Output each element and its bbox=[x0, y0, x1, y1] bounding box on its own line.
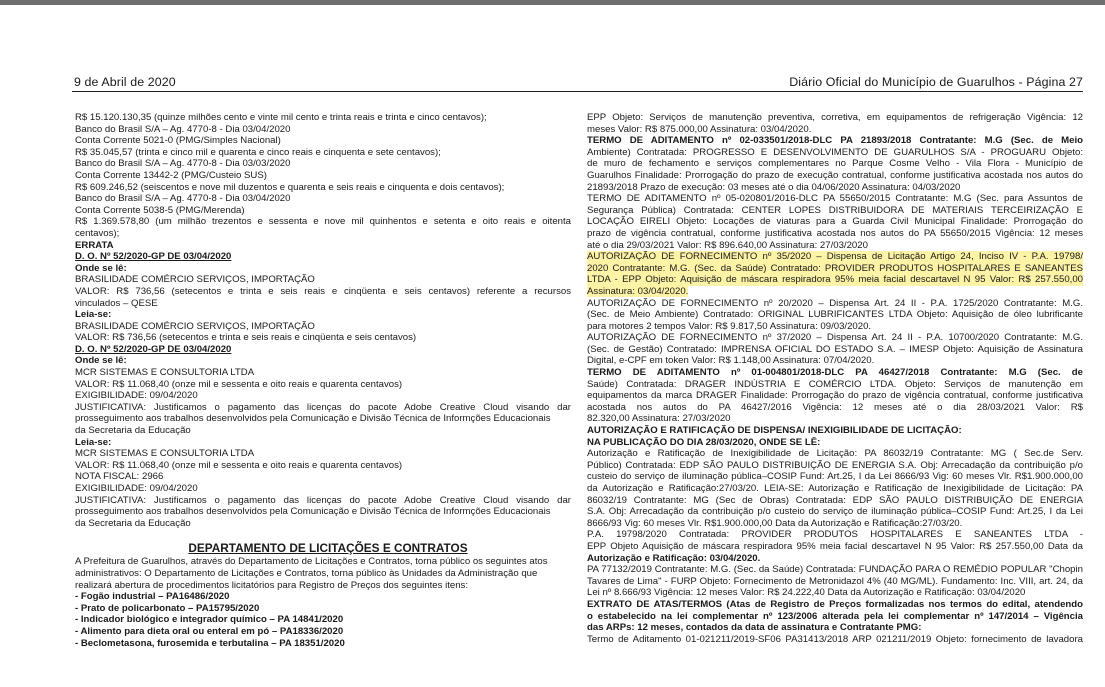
highlighted-line: LTDA - EPP Objeto: Aquisição de máscara respiradora 95% meia facial descartavel N 95 Valor: R$ 257.550,00 bbox=[587, 274, 1083, 286]
text-line: R$ 15.120.130,35 (quinze milhões cento e vinte mil cento e trinta reais e trinta e cinco centavos); bbox=[75, 112, 487, 123]
text-line: prosseguimento aos trabalhos desenvolvidos pela Comunicação e Divisão Técnica de Informções Educacionais bbox=[75, 413, 551, 425]
list-item: - Fogão industrial – PA16486/2020 bbox=[75, 591, 230, 603]
text-line: equipamentos da marca DRAGER Finalidade: Prorrogação do prazo de vigência contratual, conforme justificativa bbox=[587, 390, 1083, 402]
text-line: de muro de fechamento e serviços complementares no Parque Cosme Velho - Vila Flora - Município de bbox=[587, 158, 1083, 170]
text-line: Autorização e Ratificação: 03/04/2020. bbox=[587, 552, 761, 564]
text-line: LOCAÇÃO EIRELI Objeto: Locações de viaturas para a Guarda Civil Municipal Finalidade: Prorrogação do bbox=[587, 216, 1083, 228]
text-line: A Prefeitura de Guarulhos, através do Departamento de Licitações e Contratos, torna público os seguintes atos bbox=[75, 556, 548, 568]
text-line: VALOR: R$ 736,56 (setecentos e trinta e seis reais e cinqüenta e seis centavos) bbox=[75, 332, 417, 344]
text-line: (Sec. de Meio Ambiente) Contratado: ORIGINAL LUBRIFICANTES LTDA Objeto: Aquisição de óleo lubrificante bbox=[587, 309, 1083, 321]
list-item: - Indicador biológico e integrador químico – PA 14841/2020 bbox=[75, 614, 344, 626]
text-line: Tavares de Lima" - FURP Objeto: Fornecimento de Metronidazol 4% (40 MG/ML). Fundamento: Inc. VIII, art. 24, da bbox=[587, 575, 1083, 587]
left-column bbox=[75, 112, 571, 649]
section-heading: o estabelecido na lei complementar nº 123/2006 alterada pela lei complementar nº 147/2014 – Vigência bbox=[587, 610, 1083, 622]
text-line: R$ 1.369.578,80 (um milhão trezentos e sessenta e nove mil quinhentos e setenta e oito reais e oitenta bbox=[75, 216, 571, 228]
text-line: 21893/2018 Prazo de execução: 03 meses até o dia 04/06/2020 Assinatura: 04/03/2020 bbox=[587, 181, 961, 193]
text-line: EPP Objeto: Serviços de manutenção preventiva, corretiva, em equipamentos de refrigeração Vigência: 12 bbox=[587, 112, 1083, 123]
text-line: Digital, e-CPF em token Valor: R$ 1.148,00 Assinatura: 07/04/2020. bbox=[587, 355, 875, 367]
text-line: Conta Corrente 5021-0 (PMG/Simples Nacional) bbox=[75, 135, 281, 147]
text-line: BRASILIDADE COMÉRCIO SERVIÇOS, IMPORTAÇÃO bbox=[75, 320, 315, 332]
section-heading: das ARPs: 12 meses, contados da data de assinatura e Contratante PMG: bbox=[587, 622, 922, 634]
text-line: Lei nº 8.666/93 Vigência: 12 meses Valor: R$ 24.222,40 Data da Autorização e Ratificação: 03/04/2020 bbox=[587, 587, 1026, 599]
text-line: (Sec. de Gestão) Contratado: IMPRENSA OFICIAL DO ESTADO S.A. – IMESP Objeto: Aquisição de Assinatura bbox=[587, 343, 1083, 355]
text-line: Ambiente) Contratada: PROGRESSO E DESENVOLVIMENTO DE GUARULHOS S/A - PROGUARU Objeto: bbox=[587, 146, 1083, 158]
text-line: TERMO DE ADITAMENTO nº 05-020801/2016-DLC PA 55650/2015 Contratante: M.G (Sec. para Assuntos de bbox=[587, 193, 1083, 205]
text-line: BRASILIDADE COMÉRCIO SERVIÇOS, IMPORTAÇÃO bbox=[75, 274, 315, 286]
text-line: NOTA FISCAL: 2966 bbox=[75, 471, 164, 483]
text-line: AUTORIZAÇÃO DE FORNECIMENTO nº 20/2020 – Dispensa Art. 24 II - P.A. 1725/2020 Contratante: M.G. bbox=[587, 297, 1083, 309]
text-line: JUSTIFICATIVA: Justificamos o pagamento das licenças do pacote Adobe Creative Cloud visando dar bbox=[75, 494, 571, 506]
text-line: Guarulhos Finalidade: Prorrogação do prazo de execução contratual, conforme justificativa acostada nos autos do bbox=[587, 169, 1083, 181]
errata-heading: ERRATA bbox=[75, 239, 114, 251]
list-item: - Beclometasona, furosemida e terbutalina – PA 18351/2020 bbox=[75, 637, 345, 649]
text-line: da Secretaria da Educação bbox=[75, 425, 191, 437]
section-heading: EXTRATO DE ATAS/TERMOS (Atas de Registro de Preços formalizadas nos termos do edital, atendendo bbox=[587, 598, 1083, 610]
text-line: da Secretaria da Educação bbox=[75, 517, 191, 529]
text-line: JUSTIFICATIVA: Justificamos o pagamento das licenças do pacote Adobe Creative Cloud visando dar bbox=[75, 401, 571, 413]
text-line: S.A. Obj: Arrecadação da contribuição p/o custeio do serviço de iluminação pública–COSIP Fund: Art.25, I da Lei bbox=[587, 506, 1083, 518]
text-line: R$ 35.045,57 (trinta e cinco mil e quarenta e cinco reais e cinquenta e sete centavos); bbox=[75, 146, 441, 158]
text-line: 82.320,00 Assinatura: 27/03/2020 bbox=[587, 413, 731, 425]
text-line: EPP Objeto Aquisição de máscara respiradora 95% meia facial descartavel N 95 Valor: R$ 257.550,00 Data da bbox=[587, 540, 1083, 552]
text-line: centavos); bbox=[75, 227, 120, 239]
label-leia-se: Leia-se: bbox=[75, 436, 112, 448]
label-onde-se-le: Onde se lê: bbox=[75, 355, 127, 367]
text-line: Segurança Pública) Contratada: CENTER LOPES DISTRIBUIDORA DE MATERIAIS TERCEIRIZAÇÃO E bbox=[587, 204, 1083, 216]
text-line: até o dia 29/03/2021 Valor: R$ 896.640,00 Assinatura: 27/03/2020 bbox=[587, 239, 868, 251]
text-line: PA 77132/2019 Contratante: M.G. (Sec. da Saúde) Contratada: FUNDAÇÃO PARA O REMÉDIO POPULAR "Chopin bbox=[587, 564, 1083, 576]
highlighted-line: Assinatura: 03/04/2020. bbox=[587, 285, 689, 297]
header-rule bbox=[72, 91, 1083, 92]
text-line: EXIGIBILIDADE: 09/04/2020 bbox=[75, 483, 198, 494]
section-reference: D. O. Nº 52/2020-GP DE 03/04/2020 bbox=[75, 343, 232, 355]
text-line: Banco do Brasil S/A – Ag. 4770-8 - Dia 03/04/2020 bbox=[75, 193, 291, 205]
text-line: Termo de Aditamento 01-021211/2019-SF06 PA31413/2018 ARP 021211/2019 Objeto: fornecimento de lavadora bbox=[587, 633, 1083, 645]
text-line: da Autorização e Ratificação:27/03/20. LEIA-SE: Autorização e Ratificação de Inexigibilidade de Licitação: PA bbox=[587, 483, 1083, 494]
text-line: VALOR: R$ 11.068,40 (onze mil e sessenta e oito reais e quarenta centavos) bbox=[75, 378, 403, 390]
list-item: - Alimento para dieta oral ou enteral em pó – PA18336/2020 bbox=[75, 625, 344, 637]
text-line: R$ 609.246,52 (seiscentos e nove mil duzentos e quarenta e seis reais e cinquenta e dois centavos); bbox=[75, 181, 505, 193]
highlighted-line: 2020 Contratante: M.G. (Sec. da Saúde) Contratado: PROVIDER PRODUTOS HOSPITALARES E SANEANTES bbox=[587, 262, 1083, 274]
section-heading: NA PUBLICAÇÃO DO DIA 28/03/2020, ONDE SE LÊ: bbox=[587, 436, 821, 448]
text-line: Conta Corrente 13442-2 (PMG/Custeio SUS) bbox=[75, 169, 267, 181]
right-column bbox=[587, 112, 1083, 645]
department-heading: DEPARTAMENTO DE LICITAÇÕES E CONTRATOS bbox=[188, 541, 468, 556]
text-line: P.A. 19798/2020 Contratada: PROVIDER PRODUTOS HOSPITALARES E SANEANTES LTDA - bbox=[587, 529, 1083, 541]
text-line: 8666/93 Vig: 60 meses Vlr. R$1.900.000,00 Data da Autorização e Ratificação:27/03/20. bbox=[587, 517, 963, 529]
text-line: TERMO DE ADITAMENTO nº 02-033501/2018-DLC PA 21893/2018 Contratante: M.G (Sec. de Meio bbox=[587, 135, 1083, 147]
section-heading: AUTORIZAÇÃO E RATIFICAÇÃO DE DISPENSA/ INEXIGIBILIDADE DE LICITAÇÃO: bbox=[587, 425, 962, 437]
section-reference: D. O. Nº 52/2020-GP DE 03/04/2020 bbox=[75, 251, 232, 263]
text-line: Público) Contratada: EDP SÃO PAULO DISTRIBUIÇÃO DE ENERGIA S.A. Obj: Arrecadação da contribuição p/o bbox=[587, 459, 1083, 471]
text-line: VALOR: R$ 736,56 (setecentos e trinta e seis reais e cinqüenta e seis centavos) referente a recursos bbox=[75, 285, 571, 297]
text-line: Saúde) Contratada: DRAGER INDÚSTRIA E COMÉRCIO LTDA. Objeto: Serviços de manutenção em bbox=[587, 378, 1083, 390]
page-date: 9 de Abril de 2020 bbox=[74, 75, 176, 89]
text-line: TERMO DE ADITAMENTO nº 01-004801/2018-DLC PA 46427/2018 Contratante: M.G (Sec. de bbox=[587, 367, 1083, 379]
text-line: vinculados – QESE bbox=[75, 297, 158, 309]
text-line: acostada nos autos do PA 46427/2016 Vigência: 12 meses até o dia 28/03/2021 Valor: R$ bbox=[587, 401, 1083, 413]
top-border bbox=[0, 0, 1105, 5]
text-line: EXIGIBILIDADE: 09/04/2020 bbox=[75, 390, 198, 402]
text-line: administrativos: O Departamento de Licitações e Contratos, torna público às Unidades da Administração que bbox=[75, 567, 538, 579]
text-line: MCR SISTEMAS E CONSULTORIA LTDA bbox=[75, 367, 255, 379]
publication-title: Diário Oficial do Município de Guarulhos - Página 27 bbox=[789, 75, 1083, 89]
text-line: meses Valor: R$ 875.000,00 Assinatura: 03/04/2020. bbox=[587, 123, 812, 135]
text-line: Autorização e Ratificação de Inexigibilidade de Licitação: PA 86032/19 Contratante: MG ( Sec.de Serv. bbox=[587, 448, 1083, 460]
text-line: AUTORIZAÇÃO DE FORNECIMENTO nº 37/2020 – Dispensa Art. 24 II - P.A. 10700/2020 Contratante: M.G. bbox=[587, 332, 1083, 344]
text-line: Banco do Brasil S/A – Ag. 4770-8 - Dia 03/04/2020 bbox=[75, 123, 291, 135]
text-line: MCR SISTEMAS E CONSULTORIA LTDA bbox=[75, 448, 255, 460]
label-leia-se: Leia-se: bbox=[75, 309, 112, 321]
text-line: VALOR: R$ 11.068,40 (onze mil e sessenta e oito reais e quarenta centavos) bbox=[75, 459, 403, 471]
highlighted-line: AUTORIZAÇÃO DE FORNECIMENTO nº 35/2020 – Dispensa de Licitação Artigo 24, Inciso IV - P.A. 19798/ bbox=[587, 251, 1083, 263]
text-line: para motores 2 tempos Valor: R$ 9.817,50 Assinatura: 09/03/2020. bbox=[587, 320, 872, 332]
list-item: - Prato de policarbonato – PA15795/2020 bbox=[75, 602, 260, 614]
text-line: Conta Corrente 5038-5 (PMG/Merenda) bbox=[75, 204, 245, 216]
text-line: prosseguimento aos trabalhos desenvolvidos pela Comunicação e Divisão Técnica de Informções Educacionais bbox=[75, 506, 551, 518]
text-line: realizará abertura de procedimentos licitatórios para Registro de Preços dos seguintes itens: bbox=[75, 579, 469, 591]
label-onde-se-le: Onde se lê: bbox=[75, 262, 127, 274]
text-line: prazo de vigência contratual, conforme justificativa acostada nos autos do PA 55650/2015 Vigência: 12 meses bbox=[587, 227, 1083, 239]
text-line: 86032/19 Contratante: MG (Sec de Obras) Contratada: EDP SÃO PAULO DISTRIBUIÇÃO DE ENERGIA bbox=[587, 494, 1083, 506]
text-line: custeio do serviço de iluminação pública–COSIP Fund: Art.25, I da Lei 8666/93 Vig: 60 meses Vlr. R$1.900.000,00 bbox=[587, 471, 1083, 483]
text-line: Banco do Brasil S/A – Ag. 4770-8 - Dia 03/03/2020 bbox=[75, 158, 291, 170]
